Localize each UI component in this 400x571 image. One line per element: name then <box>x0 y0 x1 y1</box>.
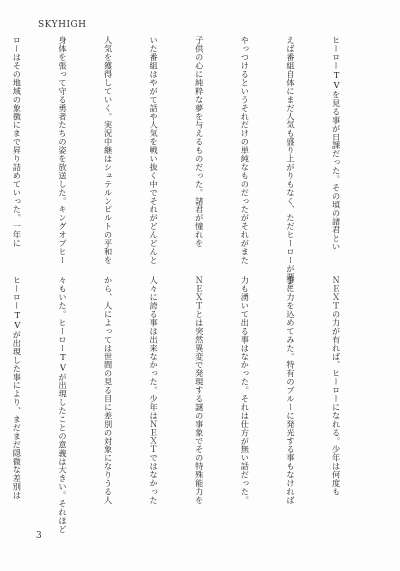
text-line: 事に力を込めてみた。特有のブルーに発光する事もなければ <box>285 276 296 505</box>
text-line: やっつけるというそれだけの単純なものだったがそれがまた <box>240 36 251 265</box>
text-line: ヒーローTVが出現した事により、まだまだ隠微な差別は <box>12 276 23 500</box>
running-head: SKYHIGH <box>38 20 87 30</box>
text-block-top <box>12 36 374 290</box>
page-number: 3 <box>36 531 42 541</box>
text-line: 々もいた。ヒーローTVが出現したことの意義は大きい。それほど <box>57 276 68 534</box>
text-line: ヒーローTVを見る事が日課だった。その頃の諸君とい <box>331 36 342 251</box>
text-line: 子供の心に純粋な夢を与えるものだった。諸君が憧れを <box>194 36 205 248</box>
text-line: ＮＥＸＴとは突然異変で発現する謎の事象でその特殊能力を <box>194 276 205 505</box>
text-line: えば番組自体にまだ人気も盛り上がりもなく、ただヒーローが悪を <box>285 36 296 290</box>
text-line: ＮＥＸＴの力が有れば、ヒーローになれる。少年は何度も <box>331 276 342 496</box>
text-line: いた番組はやがて話や人気を戦い抜く中でそれがどんどんと <box>149 36 160 265</box>
text-line: 人々に誇る事は出来なかった。少年はＮＥＸＴではなかった <box>149 276 160 505</box>
text-line: 身体を張って守る勇者たちの姿を放送した。キングオブヒー <box>57 36 68 265</box>
text-block-bottom <box>12 276 374 534</box>
text-line: 人気を獲得していく。実況中継はシュテルンビルトの平和を <box>103 36 114 265</box>
text-line: から、人によっては世間の見る目に差別の対象になりうる人 <box>103 276 114 505</box>
text-line: ローはその地域の象徴にまで昇り詰めていった。一年に <box>12 36 23 248</box>
text-line: 力も湧いて出る事はなかった。それは仕方が無い話だった。 <box>240 276 251 505</box>
